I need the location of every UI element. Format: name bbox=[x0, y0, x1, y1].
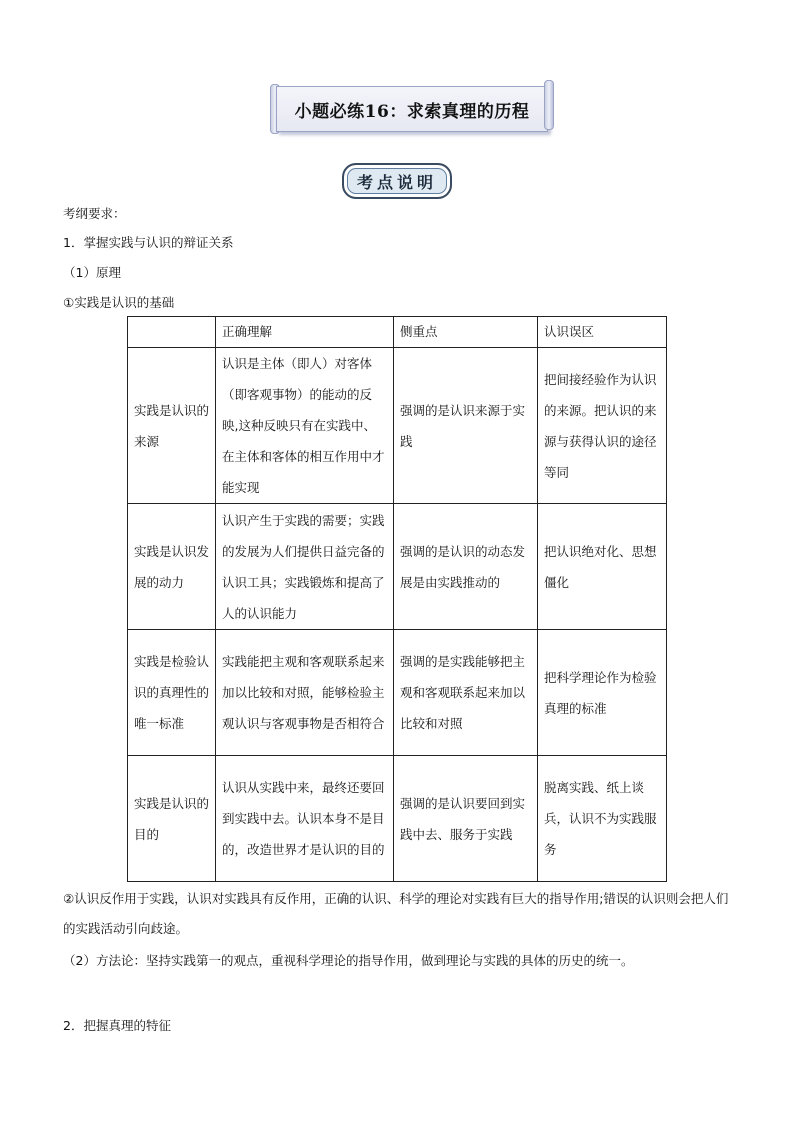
row-misconception: 把认识绝对化、思想僵化 bbox=[538, 504, 667, 630]
section-2-heading: 2．把握真理的特征 bbox=[63, 1018, 171, 1033]
header-cell bbox=[128, 317, 216, 348]
scroll-roll-right bbox=[544, 80, 554, 130]
row-focus: 强调的是认识来源于实践 bbox=[394, 348, 538, 504]
table-row bbox=[128, 504, 667, 630]
page-title: 小题必练16：求索真理的历程 bbox=[294, 101, 530, 122]
row-focus: 强调的是认识要回到实践中去、服务于实践 bbox=[394, 756, 538, 882]
title-scroll bbox=[276, 86, 548, 132]
point-2-paragraph: ②认识反作用于实践，认识对实践具有反作用，正确的认识、科学的理论对实践有巨大的指导作用;错误的认识则会把人们的实践活动引向歧途。 bbox=[63, 891, 729, 936]
syllabus-heading: 考纲要求： bbox=[63, 206, 126, 221]
row-misconception: 把间接经验作为认识的来源。把认识的来源与获得认识的途径等同 bbox=[538, 348, 667, 504]
row-misconception: 脱离实践、纸上谈兵，认识不为实践服务 bbox=[538, 756, 667, 882]
table-header-row bbox=[128, 317, 667, 348]
row-misconception: 把科学理论作为检验真理的标准 bbox=[538, 630, 667, 756]
row-topic: 实践是认识的来源 bbox=[128, 348, 216, 504]
table-row bbox=[128, 348, 667, 504]
badge-label: 考点说明 bbox=[356, 172, 437, 192]
row-understanding: 实践能把主观和客观联系起来加以比较和对照，能够检验主观认识与客观事物是否相符合 bbox=[216, 630, 394, 756]
section-1-heading: 1．掌握实践与认识的辩证关系 bbox=[63, 235, 234, 250]
section-badge bbox=[342, 163, 452, 199]
row-focus: 强调的是实践能够把主观和客观联系起来加以比较和对照 bbox=[394, 630, 538, 756]
row-topic: 实践是认识发展的动力 bbox=[128, 504, 216, 630]
table-row bbox=[128, 630, 667, 756]
practice-cognition-table bbox=[127, 316, 667, 882]
title-banner bbox=[270, 80, 554, 136]
row-topic: 实践是认识的目的 bbox=[128, 756, 216, 882]
row-understanding: 认识产生于实践的需要；实践的发展为人们提供日益完备的认识工具；实践锻炼和提高了人的认识能力 bbox=[216, 504, 394, 630]
point-1-heading: ①实践是认识的基础 bbox=[63, 295, 175, 310]
row-focus: 强调的是认识的动态发展是由实践推动的 bbox=[394, 504, 538, 630]
row-understanding: 认识从实践中来，最终还要回到实践中去。认识本身不是目的，改造世界才是认识的目的 bbox=[216, 756, 394, 882]
row-topic: 实践是检验认识的真理性的唯一标准 bbox=[128, 630, 216, 756]
methodology-paragraph: （2）方法论：坚持实践第一的观点，重视科学理论的指导作用，做到理论与实践的具体的历史的统一。 bbox=[63, 953, 634, 968]
row-understanding: 认识是主体（即人）对客体（即客观事物）的能动的反映,这种反映只有在实践中、在主体和客体的相互作用中才能实现 bbox=[216, 348, 394, 504]
table-row bbox=[128, 756, 667, 882]
header-cell: 认识误区 bbox=[538, 317, 667, 348]
header-cell: 正确理解 bbox=[216, 317, 394, 348]
header-cell: 侧重点 bbox=[394, 317, 538, 348]
principle-heading: （1）原理 bbox=[63, 265, 121, 280]
